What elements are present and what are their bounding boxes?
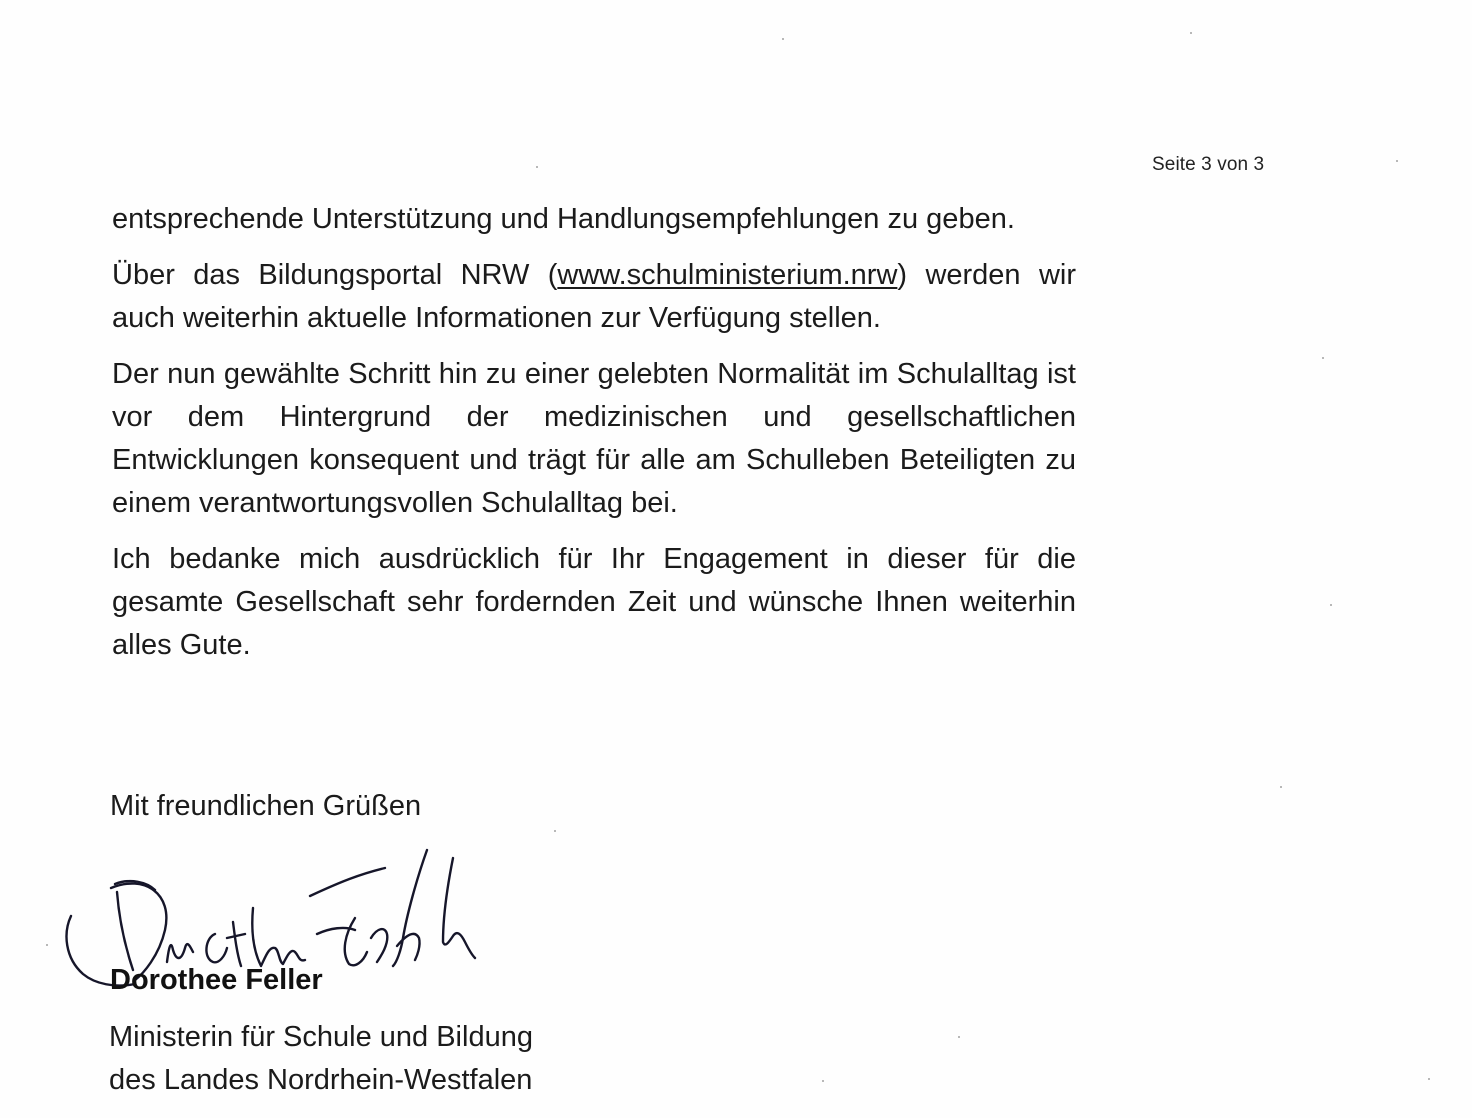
signer-name: Dorothee Feller [110,964,323,996]
letter-body [112,198,1076,680]
scan-speck [554,830,556,832]
paragraph-1: entsprechende Unterstützung und Handlungsempfehlungen zu geben. [112,203,1015,235]
scan-speck [1322,357,1324,359]
paragraph-4: Ich bedanke mich ausdrücklich für Ihr Engagement in dieser für die gesamte Gesellschaft sehr fordernden Zeit und wünsche Ihnen weiterhin alles Gute. [112,543,1076,661]
ministry-website-link[interactable]: www.schulministerium.nrw [557,259,898,291]
paragraph-2-start: Über das Bildungsportal NRW ( [112,259,558,291]
scan-speck [958,1036,960,1038]
signer-title-line-2: des Landes Nordrhein-Westfalen [109,1064,533,1096]
scan-speck [536,166,538,168]
paragraph-2-end: ) werden wir auch weiterhin aktuelle Informationen zur Verfügung stellen. [112,259,1076,334]
scan-speck [1428,1078,1430,1080]
closing-greeting: Mit freundlichen Grüßen [110,790,422,822]
signer-title [109,1016,533,1102]
signer-title-line-1: Ministerin für Schule und Bildung [109,1021,533,1053]
scan-speck [46,944,48,946]
scan-speck [1280,786,1282,788]
scan-speck [1190,32,1192,34]
paragraph-3: Der nun gewählte Schritt hin zu einer gelebten Normalität im Schulalltag ist vor dem Hintergrund der medizinischen und gesellschaftlichen Entwicklungen konsequent und trägt für alle am Schulleben Beteiligten zu einem verantwortungsvollen Schulalltag bei. [112,358,1076,519]
page-number: Seite 3 von 3 [1152,154,1265,175]
scan-speck [1396,160,1398,162]
scan-speck [822,1080,824,1082]
scan-speck [1330,604,1332,606]
paragraph-2 [112,254,1076,340]
scan-speck [782,38,784,40]
